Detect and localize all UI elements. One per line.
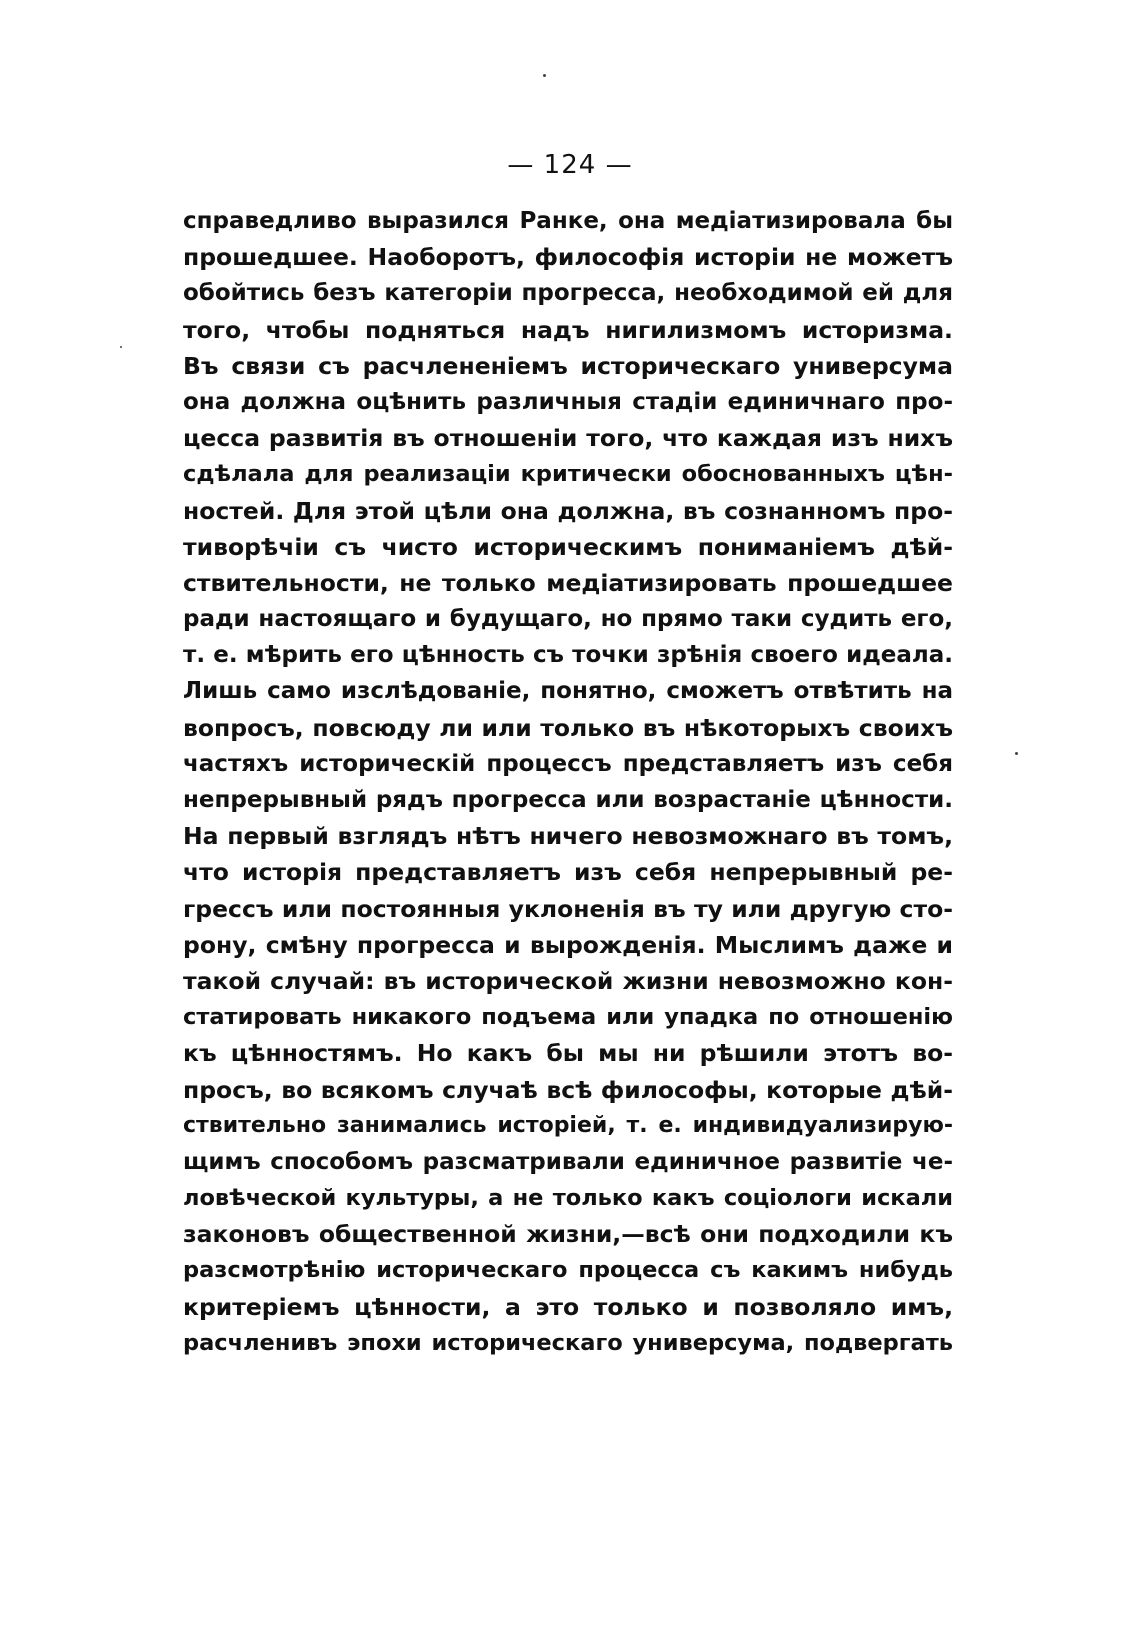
text-line: щимъ способомъ разсматривали единичное развитіе че- xyxy=(183,1148,953,1175)
text-line: что исторія представляетъ изъ себя непрерывный ре- xyxy=(183,858,953,887)
text-line: обойтись безъ категоріи прогресса, необходимой ей для xyxy=(183,280,953,307)
text-line: такой случай: въ исторической жизни невозможно кон- xyxy=(183,966,953,995)
text-line: къ цѣнностямъ. Но какъ бы мы ни рѣшили этотъ во- xyxy=(183,1039,953,1068)
text-line: вопросъ, повсюду ли или только въ нѣкоторыхъ своихъ xyxy=(183,713,953,742)
print-speck xyxy=(1015,752,1018,755)
text-line: разсмотрѣнію историческаго процесса съ какимъ нибудь xyxy=(183,1257,953,1284)
text-line: ловѣческой культуры, а не только какъ соціологи искали xyxy=(183,1185,953,1212)
text-line: частяхъ историческій процессъ представляетъ изъ себя xyxy=(183,750,953,777)
text-line: справедливо выразился Ранке, она медіатизировала бы xyxy=(183,208,953,234)
text-line: того, чтобы подняться надъ нигилизмомъ историзма. xyxy=(183,315,953,344)
print-speck xyxy=(543,74,546,77)
text-line: т. е. мѣрить его цѣнность съ точки зрѣнія своего идеала. xyxy=(183,642,953,669)
text-line: прошедшее. Наоборотъ, философія исторіи не можетъ xyxy=(183,243,953,272)
text-line: непрерывный рядъ прогресса или возрастаніе цѣнности. xyxy=(183,787,953,813)
print-speck xyxy=(120,346,122,348)
text-line: На первый взглядъ нѣтъ ничего невозможнаго въ томъ, xyxy=(183,822,953,851)
text-line: Лишь само изслѣдованіе, понятно, сможетъ отвѣтить на xyxy=(183,678,953,705)
text-line: тиворѣчіи съ чисто историческимъ пониманіемъ дѣй- xyxy=(183,532,953,561)
text-line: ностей. Для этой цѣли она должна, въ сознанномъ про- xyxy=(183,496,953,525)
text-line: она должна оцѣнить различныя стадіи единичнаго про- xyxy=(183,388,953,415)
text-line: просъ, во всякомъ случаѣ всѣ философы, которые дѣй- xyxy=(183,1075,953,1104)
text-line: ствительно занимались исторіей, т. е. индивидуализирую- xyxy=(183,1112,953,1138)
text-line: законовъ общественной жизни,—всѣ они подходили къ xyxy=(183,1220,953,1249)
text-line: расчленивъ эпохи историческаго универсума, подвергать xyxy=(183,1329,953,1356)
text-line: критеріемъ цѣнности, а это только и позволяло имъ, xyxy=(183,1292,953,1321)
text-line: сдѣлала для реализаціи критически обоснованныхъ цѣн- xyxy=(183,461,953,488)
text-line: грессъ или постоянныя уклоненія въ ту или другую сто- xyxy=(183,894,953,923)
text-line: Въ связи съ расчлененіемъ историческаго универсума xyxy=(183,351,953,380)
text-line: статировать никакого подъема или упадка по отношенію xyxy=(183,1004,953,1031)
text-line: рону, смѣну прогресса и вырожденія. Мыслимъ даже и xyxy=(183,930,953,959)
text-line: ради настоящаго и будущаго, но прямо таки судить его, xyxy=(183,606,953,633)
text-line: цесса развитія въ отношеніи того, что каждая изъ нихъ xyxy=(183,424,953,453)
text-line: ствительности, не только медіатизировать прошедшее xyxy=(183,568,953,597)
body-text xyxy=(183,203,953,1361)
page-number: — 124 — xyxy=(507,150,633,180)
